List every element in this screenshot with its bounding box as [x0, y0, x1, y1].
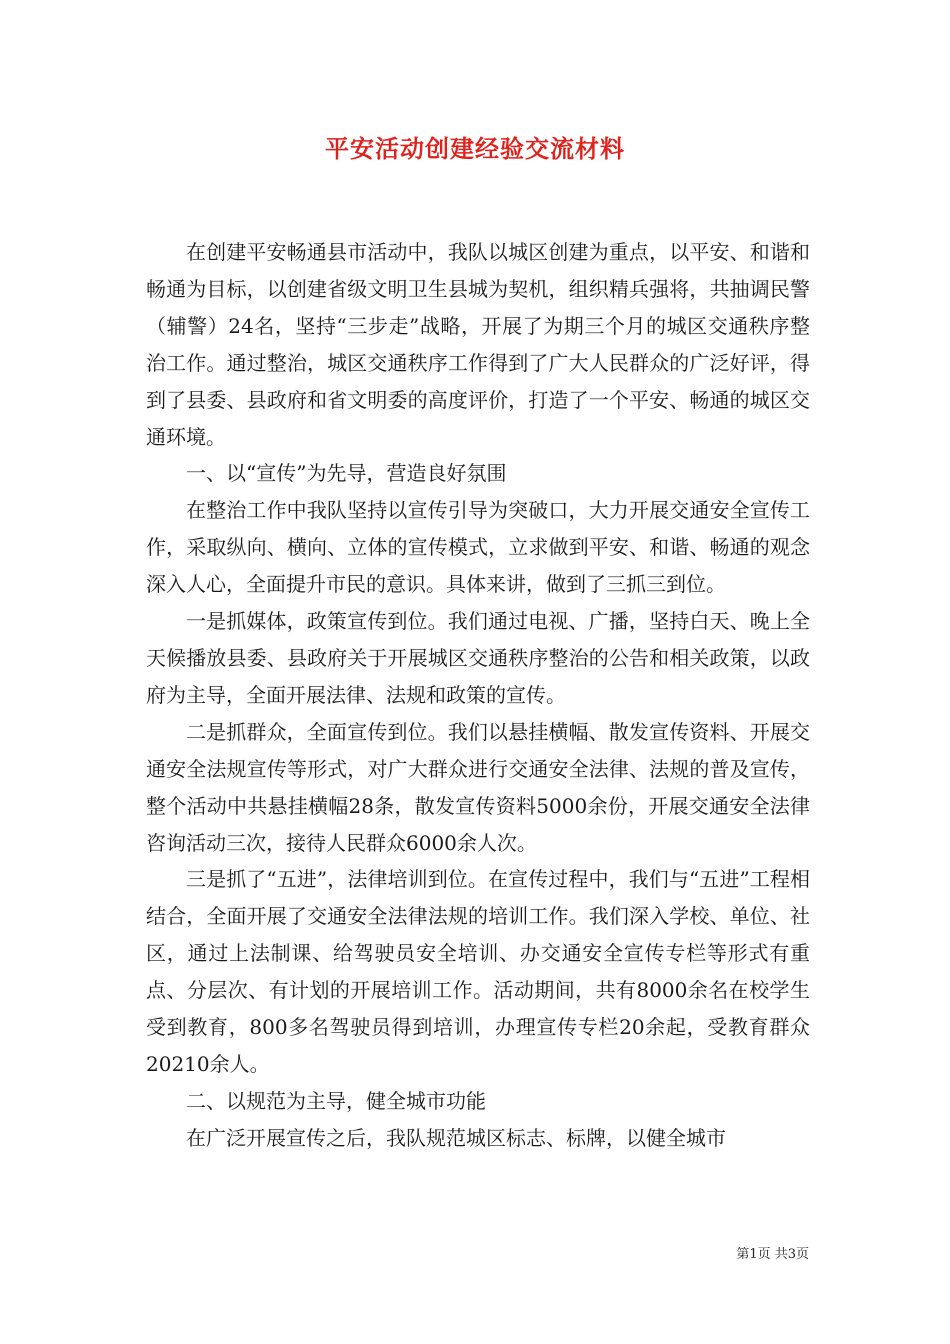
paragraph-publicity: 在整治工作中我队坚持以宣传引导为突破口，大力开展交通安全宣传工作，采取纵向、横向、立体的宣传模式，立求做到平安、和谐、畅通的观念深入人心，全面提升市民的意识。具体来讲，做到了三抓三到位。	[146, 498, 810, 597]
paragraph-intro: 在创建平安畅通县市活动中，我队以城区创建为重点，以平安、和谐和畅通为目标，以创建省级文明卫生县城为契机，组织精兵强将，共抽调民警（辅警）24名，坚持“三步走”战略，开展了为期三个月的城区交通秩序整治工作。通过整治，城区交通秩序工作得到了广大人民群众的广泛好评，得到了县委、县政府和省文明委的高度评价，打造了一个平安、畅通的城区交通环境。	[146, 240, 810, 449]
paragraph-masses: 二是抓群众，全面宣传到位。我们以悬挂横幅、散发宣传资料、开展交通安全法规宣传等形式，对广大群众进行交通安全法律、法规的普及宣传，整个活动中共悬挂横幅28条，散发宣传资料5000余份，开展交通安全法律咨询活动三次，接待人民群众6000余人次。	[146, 719, 810, 855]
document-title: 平安活动创建经验交流材料	[325, 134, 625, 163]
document-body	[146, 234, 810, 1157]
page-number: 第1页 共3页	[736, 1247, 809, 1262]
section-heading-2: 二、以规范为主导，健全城市功能	[186, 1088, 486, 1113]
paragraph-standardize: 在广泛开展宣传之后，我队规范城区标志、标牌，以健全城市	[186, 1125, 726, 1150]
paragraph-five-entries: 三是抓了“五进”，法律培训到位。在宣传过程中，我们与“五进”工程相结合，全面开展了交通安全法律法规的培训工作。我们深入学校、单位、社区，通过上法制课、给驾驶员安全培训、办交通安全宣传专栏等形式有重点、分层次、有计划的开展培训工作。活动期间，共有8000余名在校学生受到教育，800多名驾驶员得到培训，办理宣传专栏20余起，受教育群众20210余人。	[146, 867, 810, 1076]
section-heading-1: 一、以“宣传”为先导，营造良好氛围	[186, 461, 507, 486]
paragraph-media: 一是抓媒体，政策宣传到位。我们通过电视、广播，坚持白天、晚上全天候播放县委、县政府关于开展城区交通秩序整治的公告和相关政策，以政府为主导，全面开展法律、法规和政策的宣传。	[146, 609, 810, 707]
